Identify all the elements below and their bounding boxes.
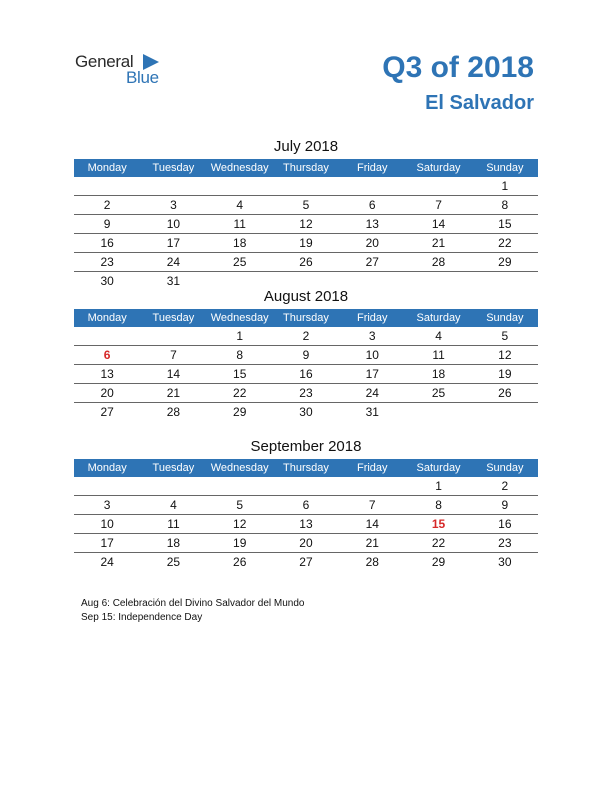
day-cell: 4 — [405, 327, 471, 346]
week-row — [74, 346, 538, 365]
month-september — [74, 437, 538, 571]
holiday-day-cell: 15 — [405, 515, 471, 534]
calendar-grid — [74, 459, 538, 571]
day-cell: 12 — [472, 346, 538, 365]
day-cell: 5 — [472, 327, 538, 346]
day-cell: 7 — [339, 496, 405, 515]
weekday-header: Thursday — [273, 459, 339, 477]
month-july — [74, 137, 538, 290]
weekday-header: Wednesday — [207, 159, 273, 177]
weekday-header: Wednesday — [207, 309, 273, 327]
weekday-header: Thursday — [273, 309, 339, 327]
day-cell: 13 — [74, 365, 140, 384]
day-cell: 9 — [74, 215, 140, 234]
day-cell: 28 — [405, 253, 471, 272]
holiday-note: Aug 6: Celebración del Divino Salvador del Mundo — [81, 598, 305, 609]
day-cell: 22 — [207, 384, 273, 403]
week-row — [74, 403, 538, 422]
empty-day-cell — [140, 177, 206, 196]
day-cell: 22 — [472, 234, 538, 253]
day-cell: 10 — [140, 215, 206, 234]
day-cell: 1 — [405, 477, 471, 496]
day-cell: 26 — [273, 253, 339, 272]
day-cell: 4 — [207, 196, 273, 215]
day-cell: 13 — [273, 515, 339, 534]
day-cell: 1 — [472, 177, 538, 196]
day-cell: 23 — [74, 253, 140, 272]
day-cell: 22 — [405, 534, 471, 553]
holiday-notes — [81, 597, 304, 625]
day-cell: 20 — [273, 534, 339, 553]
day-cell: 11 — [207, 215, 273, 234]
day-cell: 19 — [207, 534, 273, 553]
empty-day-cell — [140, 327, 206, 346]
day-cell: 15 — [207, 365, 273, 384]
day-cell: 31 — [166, 274, 181, 288]
weekday-header: Tuesday — [140, 459, 206, 477]
day-cell: 9 — [472, 496, 538, 515]
weekday-header: Saturday — [405, 159, 471, 177]
week-row — [74, 234, 538, 253]
day-cell: 30 — [100, 274, 114, 288]
weekday-header: Tuesday — [140, 309, 206, 327]
day-cell: 19 — [273, 234, 339, 253]
day-cell: 20 — [74, 384, 140, 403]
weekday-header: Monday — [74, 159, 140, 177]
day-cell: 30 — [498, 555, 512, 569]
weekday-header: Monday — [74, 309, 140, 327]
day-cell: 2 — [273, 327, 339, 346]
empty-day-cell — [339, 177, 405, 196]
day-cell: 8 — [405, 496, 471, 515]
weekday-header: Sunday — [472, 459, 538, 477]
day-cell: 10 — [74, 515, 140, 534]
weekday-header: Wednesday — [207, 459, 273, 477]
logo-triangle-icon — [143, 54, 159, 70]
day-cell: 3 — [339, 327, 405, 346]
empty-day-cell — [405, 177, 471, 196]
day-cell: 23 — [472, 534, 538, 553]
day-cell: 27 — [299, 555, 313, 569]
day-cell: 11 — [405, 346, 471, 365]
day-cell: 29 — [472, 253, 538, 272]
day-cell: 29 — [431, 555, 446, 569]
day-cell: 30 — [299, 405, 313, 419]
week-row — [74, 253, 538, 272]
day-cell: 9 — [273, 346, 339, 365]
empty-day-cell — [140, 477, 206, 496]
week-row — [74, 365, 538, 384]
empty-day-cell — [74, 177, 140, 196]
day-cell: 5 — [207, 496, 273, 515]
day-cell: 18 — [140, 534, 206, 553]
week-row — [74, 177, 538, 196]
day-cell: 18 — [405, 365, 471, 384]
day-cell: 21 — [405, 234, 471, 253]
page-title: Q3 of 2018 — [382, 51, 534, 84]
day-cell: 25 — [166, 555, 181, 569]
day-cell: 28 — [166, 405, 181, 419]
day-cell: 2 — [472, 477, 538, 496]
weekday-header: Friday — [339, 159, 405, 177]
weekday-header: Sunday — [472, 309, 538, 327]
day-cell: 14 — [339, 515, 405, 534]
empty-day-cell — [273, 477, 339, 496]
month-august — [74, 287, 538, 421]
day-cell: 8 — [207, 346, 273, 365]
weekday-header: Monday — [74, 459, 140, 477]
weekday-header: Friday — [339, 309, 405, 327]
week-row — [74, 327, 538, 346]
day-cell: 23 — [273, 384, 339, 403]
calendar-grid — [74, 159, 538, 290]
month-title: August 2018 — [263, 288, 349, 305]
empty-day-cell — [207, 477, 273, 496]
week-row — [74, 477, 538, 496]
day-cell: 20 — [339, 234, 405, 253]
weekday-header: Saturday — [405, 309, 471, 327]
day-cell: 16 — [273, 365, 339, 384]
day-cell: 12 — [273, 215, 339, 234]
day-cell: 4 — [140, 496, 206, 515]
day-cell: 25 — [207, 253, 273, 272]
day-cell: 27 — [339, 253, 405, 272]
day-cell: 29 — [233, 405, 247, 419]
weekday-header: Thursday — [273, 159, 339, 177]
day-cell: 19 — [472, 365, 538, 384]
day-cell: 21 — [339, 534, 405, 553]
week-row — [74, 515, 538, 534]
country-title: El Salvador — [425, 92, 534, 114]
day-cell: 13 — [339, 215, 405, 234]
day-cell: 24 — [339, 384, 405, 403]
weekday-header: Sunday — [472, 159, 538, 177]
day-cell: 8 — [472, 196, 538, 215]
empty-day-cell — [207, 177, 273, 196]
day-cell: 16 — [74, 234, 140, 253]
day-cell: 12 — [207, 515, 273, 534]
day-cell: 21 — [140, 384, 206, 403]
month-title: July 2018 — [273, 138, 339, 155]
logo-text-general: General — [75, 52, 134, 71]
day-cell: 10 — [339, 346, 405, 365]
day-cell: 17 — [74, 534, 140, 553]
day-cell: 17 — [339, 365, 405, 384]
day-cell: 6 — [339, 196, 405, 215]
empty-day-cell — [273, 177, 339, 196]
day-cell: 16 — [472, 515, 538, 534]
week-row — [74, 496, 538, 515]
empty-day-cell — [472, 403, 538, 422]
day-cell: 3 — [74, 496, 140, 515]
day-cell: 5 — [273, 196, 339, 215]
week-row — [74, 196, 538, 215]
day-cell: 14 — [405, 215, 471, 234]
day-cell: 31 — [365, 405, 379, 419]
empty-day-cell — [339, 477, 405, 496]
calendar-grid — [74, 309, 538, 421]
day-cell: 15 — [472, 215, 538, 234]
day-cell: 3 — [140, 196, 206, 215]
empty-day-cell — [74, 477, 140, 496]
week-row — [74, 384, 538, 403]
day-cell: 1 — [207, 327, 273, 346]
week-row — [74, 534, 538, 553]
day-cell: 28 — [365, 555, 379, 569]
day-cell: 26 — [233, 555, 247, 569]
day-cell: 14 — [140, 365, 206, 384]
day-cell: 17 — [140, 234, 206, 253]
day-cell: 7 — [140, 346, 206, 365]
day-cell: 7 — [405, 196, 471, 215]
day-cell: 24 — [100, 555, 114, 569]
day-cell: 2 — [74, 196, 140, 215]
empty-day-cell — [74, 327, 140, 346]
holiday-note: Sep 15: Independence Day — [81, 612, 203, 623]
empty-day-cell — [405, 403, 471, 422]
day-cell: 24 — [140, 253, 206, 272]
weekday-header: Tuesday — [140, 159, 206, 177]
day-cell: 25 — [405, 384, 471, 403]
weekday-header: Saturday — [405, 459, 471, 477]
day-cell: 18 — [207, 234, 273, 253]
week-row — [74, 215, 538, 234]
generalblue-logo — [75, 52, 175, 92]
day-cell: 11 — [140, 515, 206, 534]
day-cell: 26 — [472, 384, 538, 403]
holiday-day-cell: 6 — [74, 346, 140, 365]
day-cell: 27 — [100, 405, 114, 419]
weekday-header: Friday — [339, 459, 405, 477]
logo-text-blue: Blue — [126, 68, 159, 87]
day-cell: 6 — [273, 496, 339, 515]
month-title: September 2018 — [250, 438, 362, 455]
week-row — [74, 553, 538, 572]
